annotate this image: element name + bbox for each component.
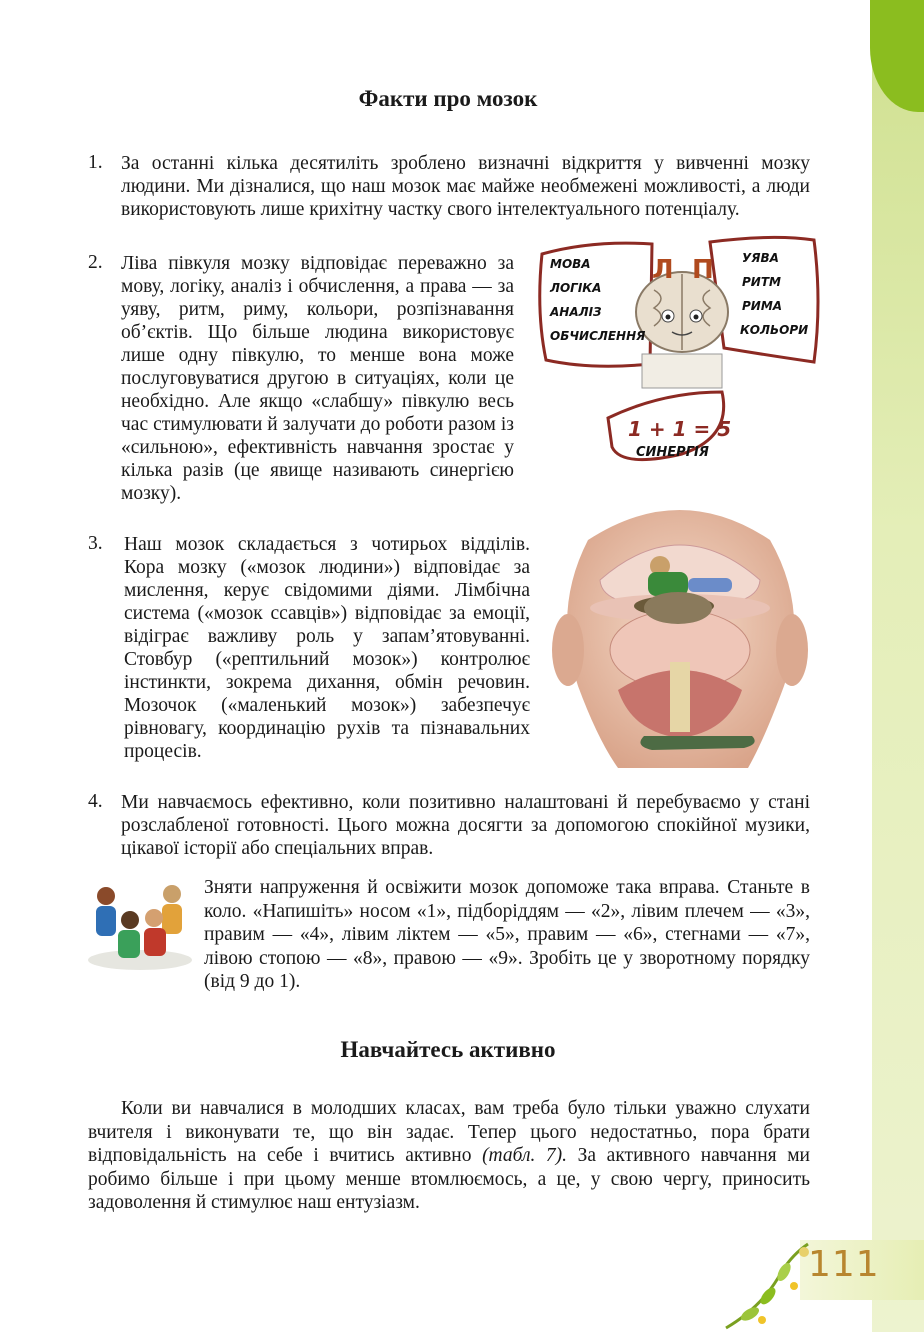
left-word: АНАЛІЗ	[550, 305, 602, 319]
section-title: Навчайтесь активно	[340, 1037, 556, 1062]
child-icon	[162, 904, 182, 934]
list-number: 1.	[88, 152, 103, 173]
fact-item-2: Ліва півкуля мозку відповідає переважно за мову, логіку, аналіз і обчислення, а права — за уяву, ритм, риму, кольори, розпізнавання об’єктів. Що більше людина використовує лише одну півкулю, то менше вона може послуговуватися другою в ситуаціях, коли це необхідно. Але якщо «слабшу» півкулю весь час стимулювати й залучати до роботи разом із «сильною», ефективність навчання зростає у кілька разів (це явище називають синергією мозку).	[121, 253, 514, 504]
right-word: РИТМ	[742, 275, 781, 289]
fact-item-1: За останні кілька десятиліть зроблено визначні відкриття у вивченні мозку людини. Ми дізналися, що наш мозок має майже необмежені можливості, а люди використовують лише крихітну частку свого інтелектуального потенціалу.	[121, 153, 810, 220]
synergy-equation: 1 + 1 = 5	[628, 417, 732, 441]
child-icon	[118, 930, 140, 958]
right-word: РИМА	[742, 299, 783, 313]
paragraph-text: За активного навчання ми робимо більше і при цьому менше втомлюємось, а це, у свою чергу, приносить задоволення й стимулює наш ентузіазм.	[88, 1145, 810, 1213]
right-letter: П	[692, 255, 714, 285]
child-icon	[144, 928, 166, 956]
children-circle-figure	[84, 880, 194, 972]
table-reference: (табл. 7).	[482, 1145, 568, 1166]
left-word: МОВА	[550, 257, 591, 271]
crocodile-icon	[640, 736, 754, 750]
synergy-label: СИНЕРГІЯ	[636, 445, 709, 460]
list-number: 4.	[88, 791, 103, 812]
fact-item-3: Наш мозок складається з чотирьох відділів. Кора мозку («мозок людини») відповідає за мислення, керує свідомими діями. Лімбічна система («мозок ссавців») відповідає за емоції, відіграє важливу роль у запам’ятовуванні. Стовбур («рептильний мозок») контролює інстинкти, зокрема дихання, обмін речовин. Мозочок («маленький мозок») забезпечує рівновагу, координацію рухів та пізнавальних процесів.	[124, 534, 530, 762]
left-word: ЛОГІКА	[550, 281, 602, 295]
paragraph-text: Коли ви навчалися в молодших класах, вам треба було тільки уважно слухати вчителя і виконувати те, що він задає. Тепер цього недостатньо, пора брати відповідальність на себе і вчитись активно	[88, 1098, 810, 1166]
list-number: 2.	[88, 252, 103, 273]
list-number: 3.	[88, 533, 103, 554]
drawing-tools-icon	[642, 354, 722, 388]
right-word: УЯВА	[742, 251, 779, 265]
right-word: КОЛЬОРИ	[740, 323, 809, 337]
brain-hemispheres-figure	[532, 232, 822, 472]
fact-item-4: Ми навчаємось ефективно, коли позитивно налаштовані й перебуваємо у стані розслабленої готовності. Цього можна досягти за допомогою спокійної музики, цікавої історії або спеціальних вправ.	[121, 792, 810, 859]
exercise-text: Зняти напруження й освіжити мозок допоможе така вправа. Станьте в коло. «Напишіть» носом «1», підборіддям — «2», лівим плечем — «3», правим — «4», лівим ліктем — «5», правим — «6», стегнами — «7», лівою стопою — «8», правою — «9». Зробіть це у зворотному порядку (від 9 до 1).	[204, 877, 810, 992]
brain-layers-head-figure	[548, 500, 812, 768]
section-title: Факти про мозок	[358, 86, 538, 111]
active-learning-paragraph	[88, 1097, 810, 1215]
brainstem-icon	[670, 662, 690, 732]
side-decoration-bar	[872, 0, 924, 1332]
child-icon	[96, 906, 116, 936]
cat-icon	[644, 592, 712, 624]
page-number: 111	[808, 1244, 880, 1285]
vine-decoration-icon	[720, 1238, 816, 1332]
left-letter: Л	[652, 255, 674, 285]
left-word: ОБЧИСЛЕННЯ	[550, 329, 646, 343]
